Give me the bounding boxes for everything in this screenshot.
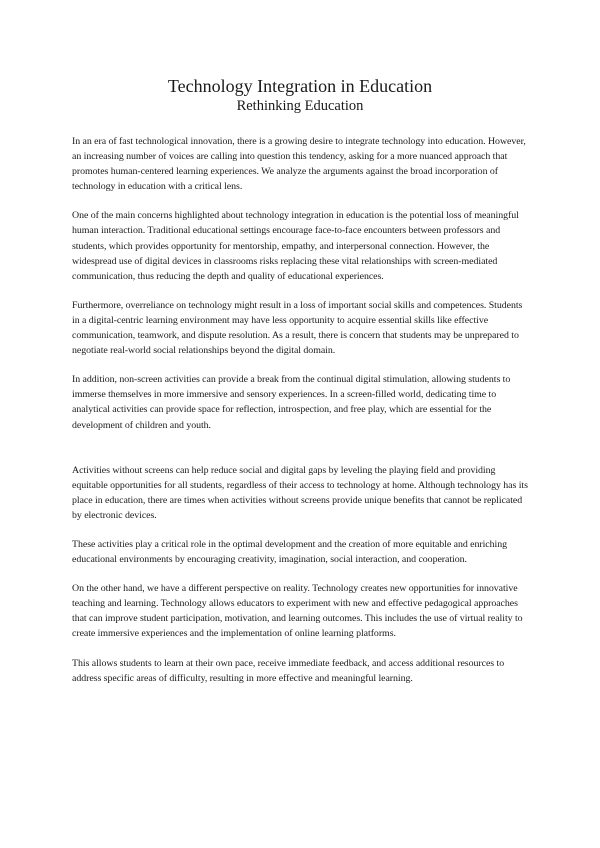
paragraph-7: On the other hand, we have a different perspective on reality. Technology creates new opportunities for innovative teaching and learning. Technology allows educators to experiment with new and effective pedagogical approaches that can improve student participation, motivation, and learning outcomes. This includes the use of virtual reality to create immersive experiences and the implementation of online learning platforms. <box>72 583 523 640</box>
paragraph-4: In addition, non-screen activities can provide a break from the continual digital stimulation, allowing students to immerse themselves in more immersive and sensory experiences. In a screen-filled world, dedicating time to analytical activities can provide space for reflection, introspection, and free play, which are essential for the development of children and youth. <box>72 374 511 431</box>
document-subtitle: Rethinking Education <box>236 98 364 114</box>
paragraph-5: Activities without screens can help reduce social and digital gaps by leveling the playing field and providing equitable opportunities for all students, regardless of their access to technology at home. Although technology has its place in education, there are times when activities without screens provide unique benefits that cannot be replicated by electronic devices. <box>72 464 528 521</box>
paragraph-2: One of the main concerns highlighted about technology integration in education is the potential loss of meaningful human interaction. Traditional educational settings encourage face-to-face encounters between professors and students, which provides opportunity for mentorship, empathy, and interpersonal connection. However, the widespread use of digital devices in classrooms risks replacing these vital relationships with screen-mediated communication, thus reducing the depth and quality of educational experiences. <box>72 210 519 282</box>
paragraph-8: This allows students to learn at their own pace, receive immediate feedback, and access additional resources to address specific areas of difficulty, resulting in more effective and meaningful learning. <box>72 657 505 684</box>
paragraph-1: In an era of fast technological innovation, there is a growing desire to integrate technology into education. However, an increasing number of voices are calling into question this tendency, asking for a more nuanced approach that promotes human-centered learning experiences. We analyze the arguments against the broad incorporation of technology in education with a critical lens. <box>72 136 526 193</box>
document-title: Technology Integration in Education <box>167 76 433 96</box>
paragraph-6: These activities play a critical role in the optimal development and the creation of more equitable and enriching educational environments by encouraging creativity, imagination, social interaction, and cooperation. <box>72 538 507 566</box>
paragraph-3: Furthermore, overreliance on technology might result in a loss of important social skills and competences. Students in a digital-centric learning environment may have less opportunity to acquire essential skills like effective communication, teamwork, and dispute resolution. As a result, there is concern that students may be unprepared to negotiate real-world social relationships beyond the digital domain. <box>72 299 523 357</box>
document-body <box>72 134 530 686</box>
